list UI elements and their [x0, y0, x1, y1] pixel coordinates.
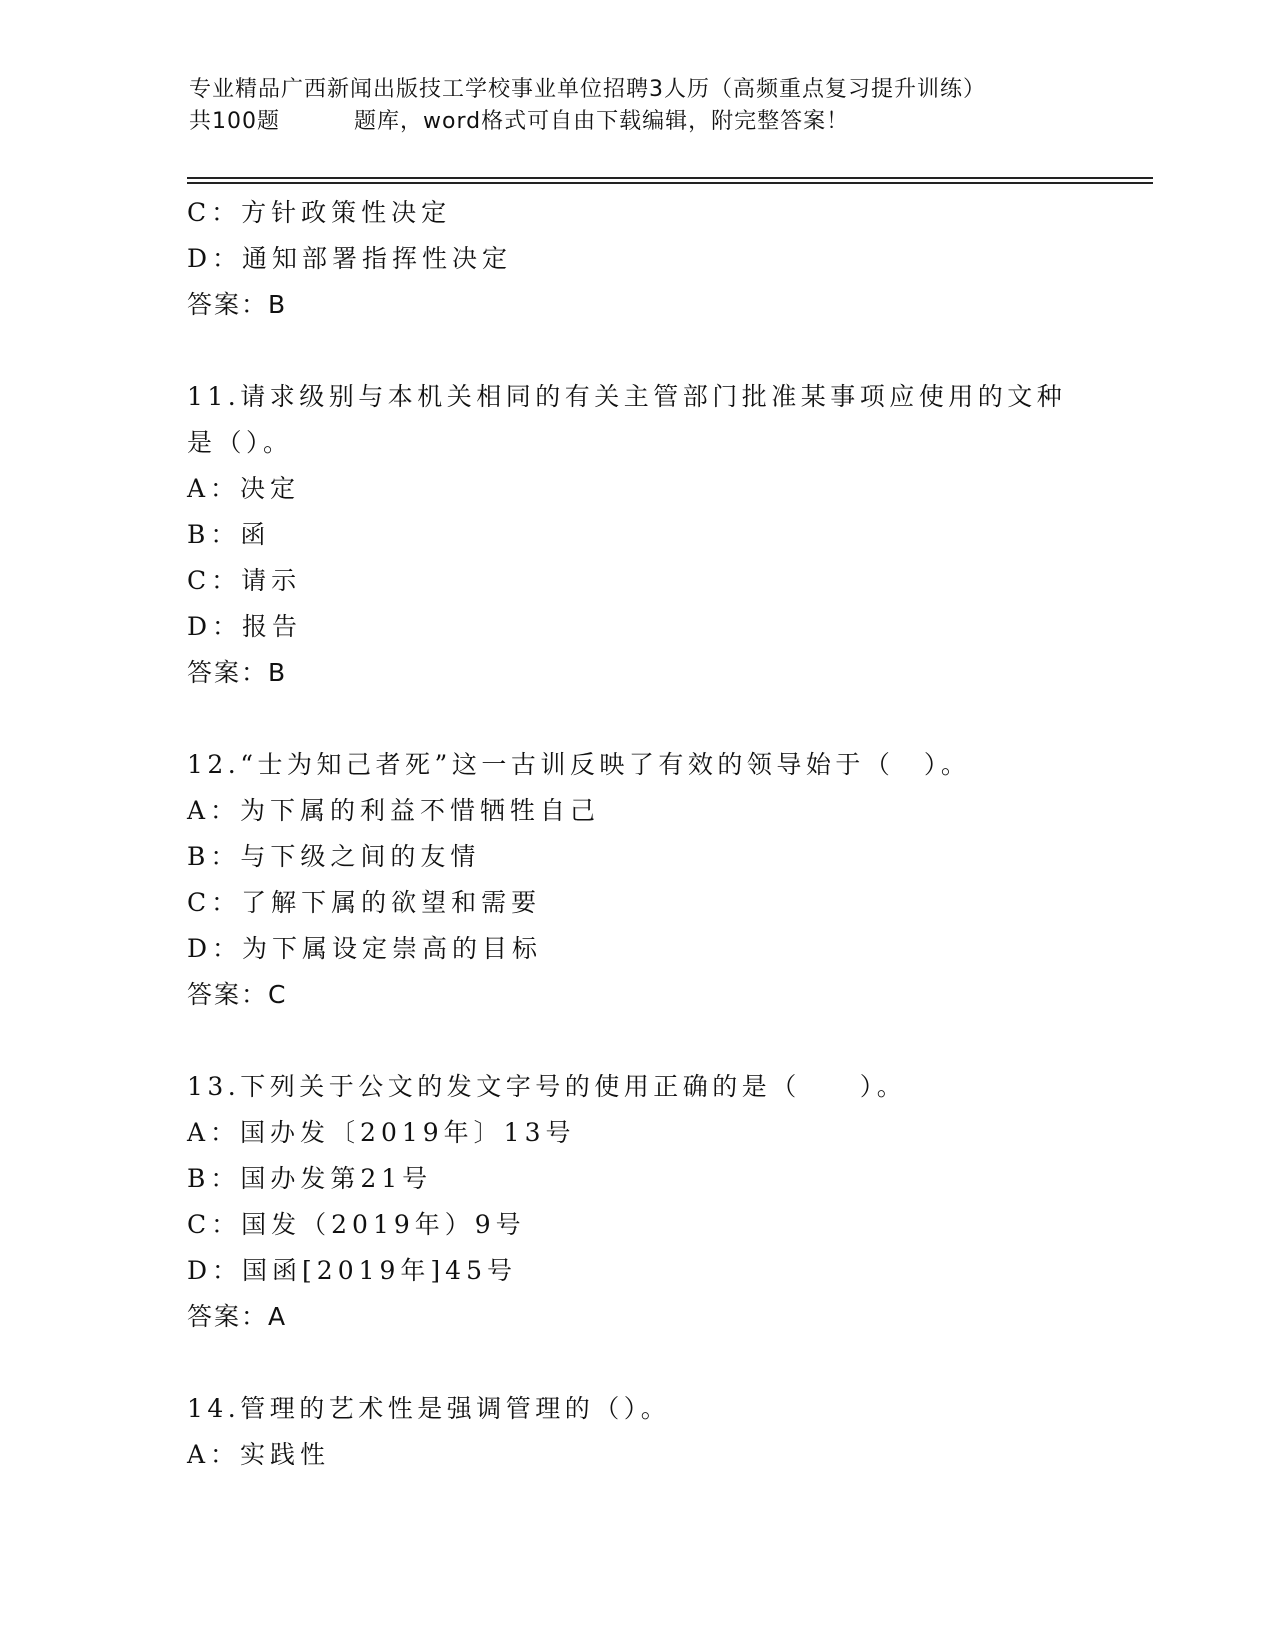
document-header: [189, 74, 1149, 138]
q14-option-a: A：实践性: [187, 1440, 331, 1469]
q13-option-d: D：国函[2019年]45号: [187, 1256, 517, 1285]
q13-answer: 答案：A: [187, 1302, 288, 1331]
q11-option-c: C：请示: [187, 566, 302, 595]
q10-answer: 答案：B: [187, 290, 288, 319]
header-divider-top: [187, 177, 1153, 179]
q12-stem: 12.“士为知己者死”这一古训反映了有效的领导始于（ ）。: [187, 750, 971, 779]
q10-option-c: C：方针政策性决定: [187, 198, 452, 227]
q12-option-a: A：为下属的利益不惜牺牲自己: [187, 796, 601, 825]
header-title: 专业精品广西新闻出版技工学校事业单位招聘3人历（高频重点复习提升训练）: [189, 77, 986, 102]
q12-option-b: B：与下级之间的友情: [187, 842, 481, 871]
q11-option-b: B：函: [187, 520, 271, 549]
q13-stem: 13.下列关于公文的发文字号的使用正确的是（ ）。: [187, 1072, 907, 1101]
header-question-count: 共100题: [189, 109, 280, 134]
q13-option-b: B：国办发第21号: [187, 1164, 433, 1193]
header-description: 题库，word格式可自由下载编辑，附完整答案！: [354, 109, 850, 134]
header-subtitle: [189, 106, 1149, 138]
header-divider-bottom: [187, 182, 1153, 184]
q11-option-d: D：报告: [187, 612, 303, 641]
q10-option-d: D：通知部署指挥性决定: [187, 244, 513, 273]
q13-option-a: A：国办发〔2019年〕13号: [187, 1118, 576, 1147]
q13-option-c: C：国发（2019年）9号: [187, 1210, 526, 1239]
q14-stem: 14.管理的艺术性是强调管理的（）。: [187, 1394, 671, 1423]
q12-option-d: D：为下属设定崇高的目标: [187, 934, 543, 963]
q11-answer: 答案：B: [187, 658, 288, 687]
q12-answer: 答案：C: [187, 980, 288, 1009]
q12-option-c: C：了解下属的欲望和需要: [187, 888, 542, 917]
q11-option-a: A：决定: [187, 474, 301, 503]
question-list: [187, 190, 1147, 1478]
q11-stem: 11.请求级别与本机关相同的有关主管部门批准某事项应使用的文种是（）。: [187, 382, 1067, 457]
